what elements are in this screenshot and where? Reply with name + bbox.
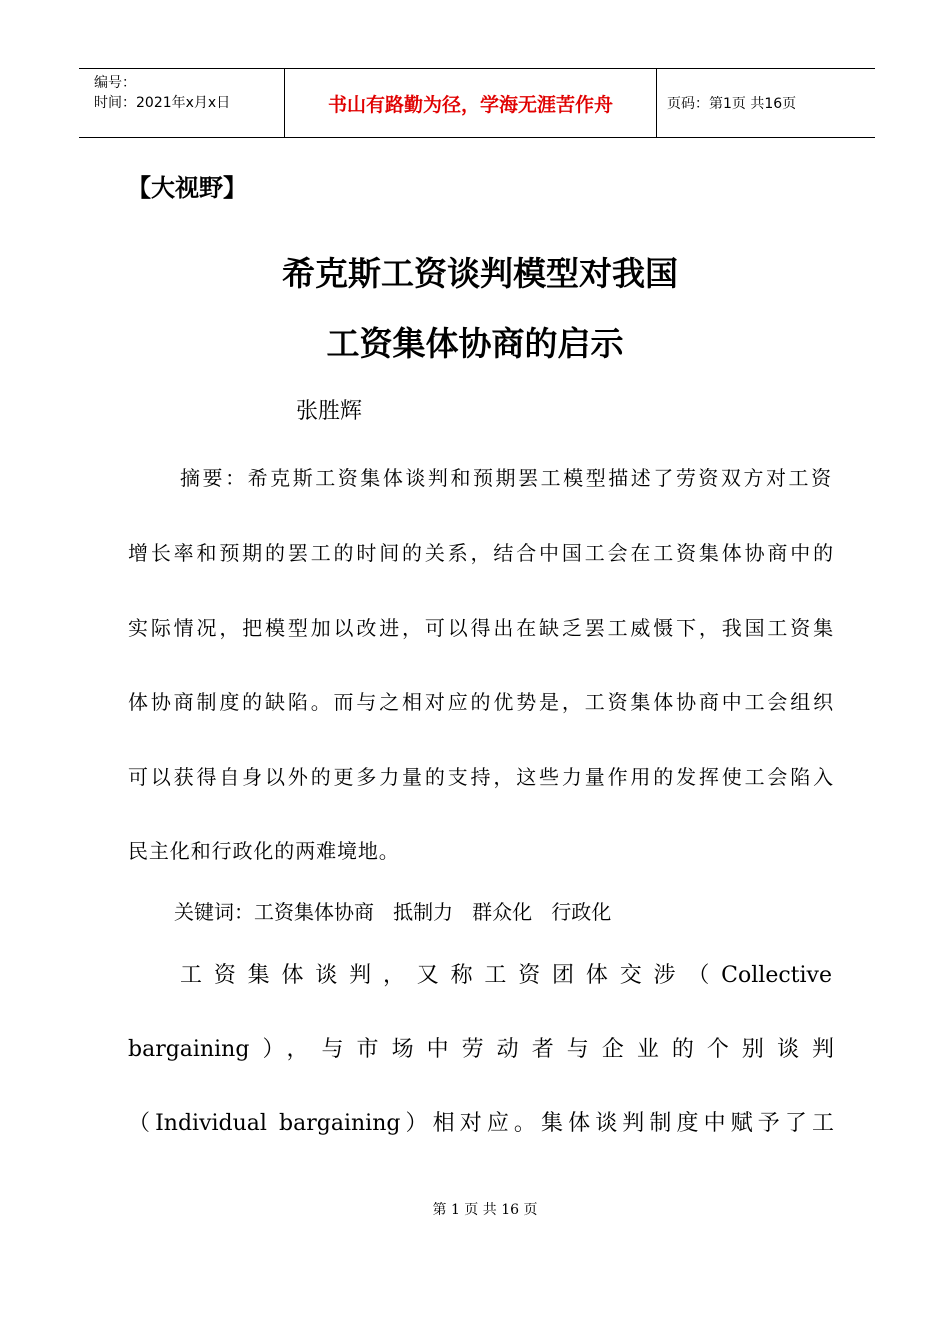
author-name: 张胜辉 [296, 399, 363, 424]
section-tag: 【大视野】 [127, 174, 247, 202]
header-number-label: 编号： [94, 75, 136, 91]
abstract-line: 摘要：希克斯工资集体谈判和预期罢工模型描述了劳资双方对工资 [180, 466, 832, 490]
page-footer: 第 1 页 共 16 页 [432, 1202, 538, 1218]
abstract-line: 可以获得自身以外的更多力量的支持，这些力量作用的发挥使工会陷入 [128, 765, 834, 789]
abstract-line: 民主化和行政化的两难境地。 [128, 839, 400, 863]
abstract-line: 体协商制度的缺陷。而与之相对应的优势是，工资集体协商中工会组织 [128, 690, 834, 714]
header-time-label: 时间：2021年x月x日 [94, 95, 231, 111]
document-header [79, 68, 875, 138]
header-meta [79, 69, 285, 137]
body-line: bargaining），与市场中劳动者与企业的个别谈判 [128, 1037, 834, 1062]
title-line-1: 希克斯工资谈判模型对我国 [282, 254, 678, 293]
keywords-line: 关键词：工资集体协商 抵制力 群众化 行政化 [174, 900, 612, 924]
header-motto: 书山有路勤为径，学海无涯苦作舟 [285, 69, 657, 137]
abstract-line: 增长率和预期的罢工的时间的关系，结合中国工会在工资集体协商中的 [128, 541, 834, 565]
abstract-line: 实际情况，把模型加以改进，可以得出在缺乏罢工威慑下，我国工资集 [128, 616, 834, 640]
title-line-2: 工资集体协商的启示 [326, 324, 624, 363]
body-line: 工资集体谈判，又称工资团体交涉（Collective [180, 963, 832, 988]
body-line: （Individual bargaining）相对应。集体谈判制度中赋予了工 [128, 1111, 834, 1136]
header-page-info: 页码：第1页 共16页 [667, 96, 797, 112]
